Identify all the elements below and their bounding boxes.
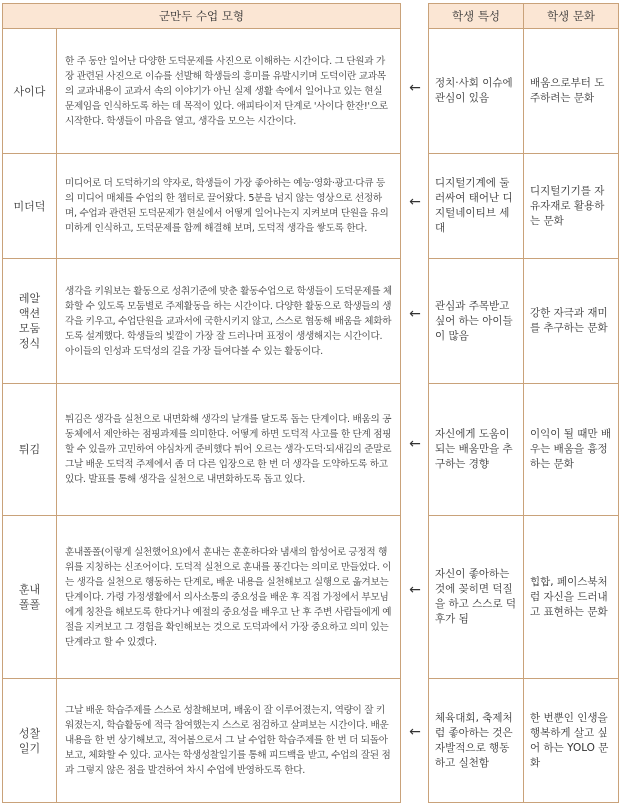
trait-cell: 체육대회, 축제처럼 좋아하는 것은 자발적으로 행동하고 실천함 <box>429 679 524 803</box>
trait-cell: 관심과 주목받고 싶어 하는 아이들이 많음 <box>429 259 524 384</box>
step-desc-mideodeok: 미디어로 더 도덕하기의 약자로, 학생들이 가장 좋아하는 예능·영화·광고·다큐 등의 미디어 매체를 수업의 한 챕터로 끌어왔다. 5분을 넘지 않는 영상으로 선정하며, 수업과 관련된 도덕문제가 현실에서 어떻게 일어나는지 지켜보며 단원을 유의미하게 인식하고, 도덕문제를 함께 해결해 보며, 도덕적 생각을 쌓도록 한다. <box>57 154 401 259</box>
culture-cell: 배움으로부터 도주하려는 문화 <box>524 29 619 154</box>
step-desc-seongchal: 그날 배운 학습주제를 스스로 성찰해보며, 배움이 잘 이루어졌는지, 역량이 잘 키워졌는지, 학습활동에 적극 참여했는지 스스로 점검하고 살펴보는 시간이다. 배운 내용을 한 번 상기해보고, 적어봄으로서 그 날 수업한 학습주제를 한 번 더 되돌아보고, 체화할 수 있다. 교사는 학생성찰일기를 통해 피드백을 받고, 수업의 잘된 점과 그렇지 않은 점을 발견하여 차시 수업에 반영하도록 한다. <box>57 679 401 803</box>
culture-cell: 디지털기기를 자유자재로 활용하는 문화 <box>524 154 619 259</box>
trait-cell: 디지털기계에 둘러싸여 태어난 디지털네이티브 세대 <box>429 154 524 259</box>
step-name-mideodeok: 미더덕 <box>3 154 57 259</box>
arrow-left-icon: ← <box>409 724 421 740</box>
model-header: 군만두 수업 모형 <box>3 4 401 29</box>
arrow-left-icon: ← <box>409 306 421 322</box>
trait-cell: 자신이 좋아하는 것에 꽂히면 덕질을 하고 스스로 덕후가 됨 <box>429 516 524 679</box>
trait-cell: 자신에게 도움이 되는 배움만을 추구하는 경향 <box>429 384 524 516</box>
culture-cell: 강한 자극과 재미를 추구하는 문화 <box>524 259 619 384</box>
step-desc-twigim: 튀김은 생각을 실천으로 내면화해 생각의 날개를 달도록 돕는 단계이다. 배움의 공동체에서 제안하는 점핑과제를 의미한다. 어떻게 하면 도덕적 사고를 한 단계 점핑할 수 있을까 고민하여 야심차게 준비했다 튀어 오르는 생각·도덕·되새김의 준말로 그날 배운 도덕적 주제에서 좀 더 다른 입장으로 한 번 더 생각을 도약하도록 하고 있다. 발표를 통해 생각을 실천으로 내면화하도록 돕고 있다. <box>57 384 401 516</box>
step-name-twigim: 튀김 <box>3 384 57 516</box>
step-name-real-action: 레알 액션 모둠 정식 <box>3 259 57 384</box>
step-desc-real-action: 생각을 키워보는 활동으로 성취기준에 맞춘 활동수업으로 학생들이 도덕문제를 체화할 수 있도록 모둠별로 주제활동을 하는 시간이다. 다양한 활동으로 학생들의 생각을 키우고, 수업단원을 교과서에 국한시키지 않고, 스스로 협동해 배움을 체화하도록 설계했다. 학생들의 빛깔이 가장 잘 드러나며 표정이 생생해지는 시간이다. 아이들의 인성과 도덕성의 길을 가장 들여다볼 수 있는 활동이다. <box>57 259 401 384</box>
arrow-left-icon: ← <box>409 80 421 96</box>
arrow-left-icon: ← <box>409 194 421 210</box>
step-name-saida: 사이다 <box>3 29 57 154</box>
step-desc-saida: 한 주 동안 일어난 다양한 도덕문제를 사진으로 이해하는 시간이다. 그 단원과 가장 관련된 사진으로 이슈를 선발해 학생들의 흥미를 유발시키며 도덕이란 교과목의 교과내용이 교과서 속의 이야기가 아닌 실제 생활 속에서 일어나고 있는 현실 문제임을 인식하도록 하는 데 목적이 있다. 애피타이저 단계로 '사이다 한잔!'으로 시작한다. 학생들이 마음을 열고, 생각을 모으는 시간이다. <box>57 29 401 154</box>
culture-header: 학생 문화 <box>524 4 619 29</box>
step-name-seongchal: 성찰 일기 <box>3 679 57 803</box>
step-name-hunnae: 훈내 폴폴 <box>3 516 57 679</box>
trait-cell: 정치·사회 이슈에 관심이 있음 <box>429 29 524 154</box>
student-table <box>428 3 619 803</box>
trait-header: 학생 특성 <box>429 4 524 29</box>
culture-cell: 이익이 될 때만 배우는 배움을 흉정하는 문화 <box>524 384 619 516</box>
arrow-left-icon: ← <box>409 436 421 452</box>
culture-cell: 한 번뿐인 인생을 행복하게 살고 싶어 하는 YOLO 문화 <box>524 679 619 803</box>
culture-cell: 힙합, 페이스북처럼 자신을 드러내고 표현하는 문화 <box>524 516 619 679</box>
model-table <box>2 3 401 803</box>
arrow-left-icon: ← <box>409 582 421 598</box>
step-desc-hunnae: 훈내폴폴(이렇게 실천했어요)에서 훈내는 훈훈하다와 냄새의 합성어로 긍정적 행위를 지칭하는 신조어이다. 도덕적 실천으로 훈내를 풍긴다는 의미로 만들었다. 이는 생각을 실천으로 행동하는 단계로, 배운 내용을 실천해보고 실행으로 옮겨보는 단계이다. 가령 가정생활에서 의사소통의 중요성을 배운 후 직접 가정에서 부모님에게 칭찬을 해보도록 한다거나 예절의 중요성을 배우고 난 후 주변 사람들에게 예절을 지켜보고 그 경험을 확인해보는 것으로 도덕과에서 가장 중요하고 의미 있는 단계라고 할 수 있겠다. <box>57 516 401 679</box>
